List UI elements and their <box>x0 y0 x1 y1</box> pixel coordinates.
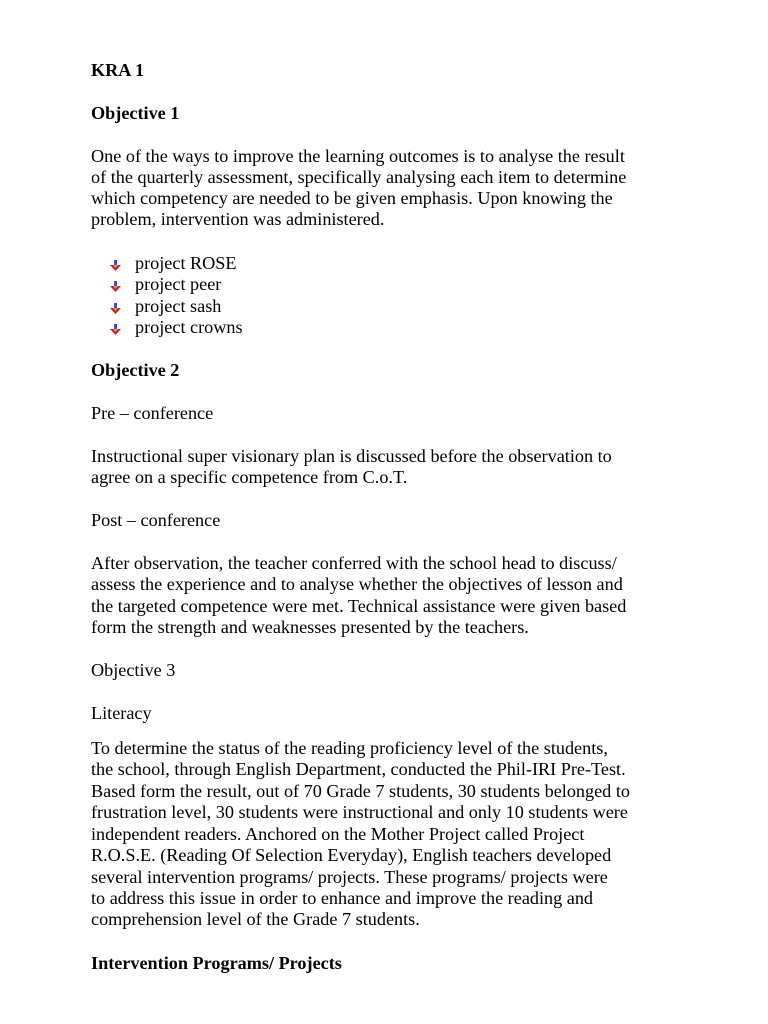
objective-1-line-2: of the quarterly assessment, specifically analysing each item to determine <box>91 167 627 187</box>
pre-conference-label: Pre – conference <box>91 403 214 423</box>
pre-conference-line-1: Instructional super visionary plan is discussed before the observation to <box>91 446 612 466</box>
objective-1-title: Objective 1 <box>91 103 180 123</box>
post-conference-label: Post – conference <box>91 510 221 530</box>
post-conference-line-4: form the strength and weaknesses presented by the teachers. <box>91 617 529 637</box>
post-conference-line-1: After observation, the teacher conferred with the school head to discuss/ <box>91 553 617 573</box>
objective-3-title: Objective 3 <box>91 660 176 680</box>
arrow-down-bullet-icon <box>110 260 121 271</box>
literacy-label: Literacy <box>91 703 152 723</box>
objective-1-line-3: which competency are needed to be given emphasis. Upon knowing the <box>91 188 613 208</box>
objective-2-title: Objective 2 <box>91 360 180 380</box>
bullet-text: project sash <box>135 296 222 316</box>
arrow-down-bullet-icon <box>110 303 121 314</box>
post-conference-line-3: the targeted competence were met. Technical assistance were given based <box>91 596 627 616</box>
objective-3-line-2: the school, through English Department, conducted the Phil-IRI Pre-Test. <box>91 759 626 779</box>
objective-3-line-3: Based form the result, out of 70 Grade 7 students, 30 students belonged to <box>91 781 630 801</box>
bullet-text: project crowns <box>135 317 243 337</box>
objective-3-line-1: To determine the status of the reading proficiency level of the students, <box>91 738 608 758</box>
bullet-text: project peer <box>135 274 222 294</box>
objective-3-line-4: frustration level, 30 students were instructional and only 10 students were <box>91 802 628 822</box>
objective-3-line-6: R.O.S.E. (Reading Of Selection Everyday), English teachers developed <box>91 845 612 865</box>
bullet-text: project ROSE <box>135 253 237 273</box>
objective-3-line-8: to address this issue in order to enhance and improve the reading and <box>91 888 594 908</box>
post-conference-line-2: assess the experience and to analyse whether the objectives of lesson and <box>91 574 623 594</box>
arrow-down-bullet-icon <box>110 281 121 292</box>
objective-3-line-7: several intervention programs/ projects. These programs/ projects were <box>91 867 608 887</box>
objective-3-line-5: independent readers. Anchored on the Mother Project called Project <box>91 824 585 844</box>
intervention-heading: Intervention Programs/ Projects <box>91 953 342 973</box>
pre-conference-line-2: agree on a specific competence from C.o.T. <box>91 467 408 487</box>
objective-1-line-1: One of the ways to improve the learning outcomes is to analyse the result <box>91 146 625 166</box>
kra-heading: KRA 1 <box>91 60 145 80</box>
objective-3-line-9: comprehension level of the Grade 7 students. <box>91 909 420 929</box>
objective-1-line-4: problem, intervention was administered. <box>91 209 385 229</box>
arrow-down-bullet-icon <box>110 324 121 335</box>
